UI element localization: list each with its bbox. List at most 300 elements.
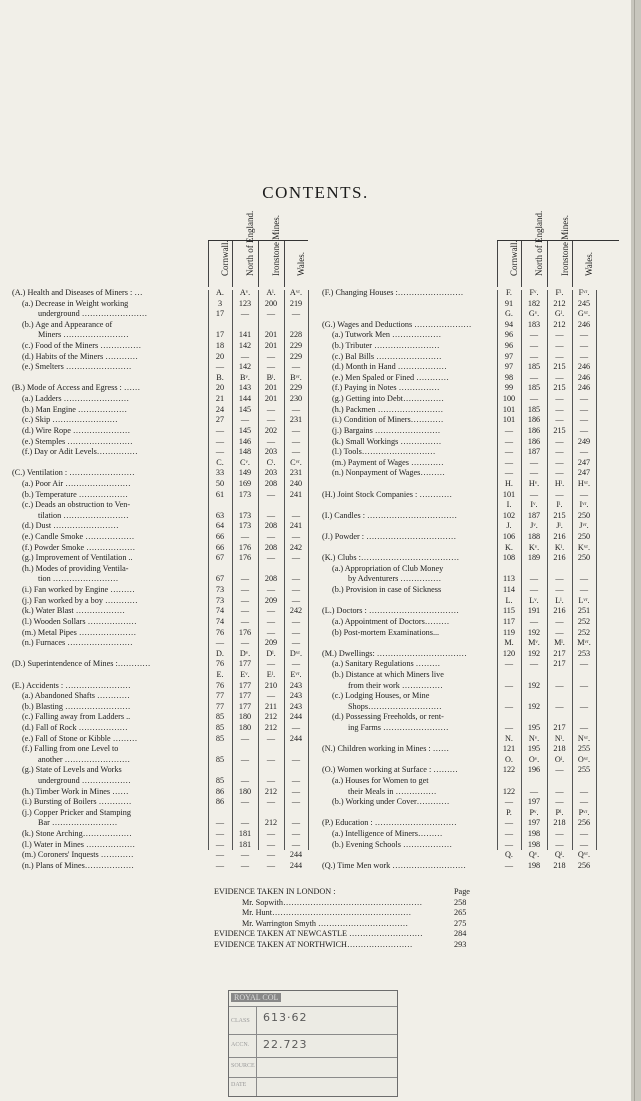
stamp-heading: ROYAL COL bbox=[231, 993, 281, 1002]
page-ref-cell: 244 bbox=[289, 712, 303, 722]
row-label: (e.) Candle Smoke ……………… bbox=[22, 532, 135, 542]
page-ref-cell: C. bbox=[216, 457, 224, 467]
page-ref-cell: — bbox=[291, 638, 301, 648]
page-ref-cell: 244 bbox=[289, 850, 303, 860]
page-ref-cell: Hᵛ. bbox=[528, 478, 540, 488]
page-ref-cell: — bbox=[555, 415, 564, 425]
page-ref-cell: — bbox=[529, 659, 539, 669]
page-ref-cell: 218 bbox=[553, 818, 566, 828]
page-ref-cell: 169 bbox=[238, 478, 252, 488]
page-ref-cell: 208 bbox=[264, 574, 278, 584]
page-ref-cell: — bbox=[215, 425, 225, 435]
page-ref-cell: — bbox=[240, 818, 250, 828]
contents-row bbox=[322, 458, 621, 469]
page-ref-cell: — bbox=[266, 776, 276, 786]
page-ref-cell: — bbox=[291, 404, 301, 414]
contents-row bbox=[12, 755, 312, 766]
page-ref-cell: 21 bbox=[215, 394, 225, 404]
page-ref-cell: Eˡ. bbox=[266, 669, 276, 679]
row-label: (l.) Water in Mines ……………… bbox=[22, 839, 136, 849]
row-label: (a.) Appointment of Doctors……… bbox=[332, 616, 450, 626]
page-ref-cell: Iˡ. bbox=[556, 500, 563, 510]
contents-row bbox=[12, 649, 312, 660]
page-ref-cell: 85 bbox=[215, 733, 225, 743]
contents-row bbox=[12, 702, 312, 713]
row-label: Miners …………………… bbox=[38, 330, 129, 340]
page-ref-cell: — bbox=[291, 447, 301, 457]
evidence-list bbox=[214, 887, 470, 951]
page-ref-cell: — bbox=[266, 309, 276, 319]
page-ref-cell: 145 bbox=[238, 404, 252, 414]
page-ref-cell: Iᵛ. bbox=[530, 500, 538, 510]
page-ref-cell: 198 bbox=[527, 829, 541, 839]
page-ref-cell: 247 bbox=[577, 457, 591, 467]
page-ref-cell: — bbox=[266, 404, 276, 414]
stamp-acc-label: ACCN. bbox=[231, 1042, 250, 1048]
page-ref-cell: 209 bbox=[264, 638, 278, 648]
page-ref-cell: 202 bbox=[264, 425, 278, 435]
contents-row bbox=[12, 574, 312, 585]
contents-row bbox=[12, 468, 312, 479]
column-header-right bbox=[521, 210, 548, 287]
page-ref-cell: — bbox=[555, 680, 564, 690]
row-label: (O.) Women working at Surface : ……… bbox=[322, 765, 458, 775]
page-ref-cell: — bbox=[291, 362, 301, 372]
page-ref-cell: — bbox=[240, 595, 250, 605]
page-ref-cell: 142 bbox=[238, 362, 252, 372]
page-ref-cell: — bbox=[291, 553, 301, 563]
page-ref-cell: — bbox=[266, 553, 276, 563]
page-ref-cell: 113 bbox=[503, 574, 515, 584]
page-ref-cell: Cᵛ. bbox=[240, 457, 250, 467]
page-ref-cell: 217 bbox=[553, 722, 566, 732]
page-ref-cell: — bbox=[504, 860, 514, 870]
page-ref-cell: — bbox=[291, 829, 301, 839]
row-label: (b.) Tributer …………………… bbox=[332, 341, 440, 351]
contents-row bbox=[322, 479, 621, 490]
contents-table-left bbox=[12, 288, 312, 872]
page-ref-cell: N. bbox=[505, 733, 513, 743]
page-ref-cell: — bbox=[266, 850, 276, 860]
page-ref-cell: Jᵛʳ. bbox=[579, 521, 589, 531]
page-ref-cell: — bbox=[240, 754, 250, 764]
row-label: (h.) Timber Work in Mines …… bbox=[22, 786, 129, 796]
library-stamp bbox=[228, 990, 398, 1097]
contents-row bbox=[12, 797, 312, 808]
page-ref-cell: — bbox=[504, 468, 514, 478]
page-ref-cell: — bbox=[291, 659, 301, 669]
row-label: underground ……………… bbox=[38, 776, 131, 786]
page-ref-cell: 97 bbox=[504, 351, 514, 361]
page-ref-cell: 61 bbox=[215, 489, 225, 499]
contents-row bbox=[12, 734, 312, 745]
page-ref-cell: 256 bbox=[577, 818, 591, 828]
contents-row bbox=[12, 479, 312, 490]
page-ref-cell: Kˡ. bbox=[554, 542, 565, 552]
page-ref-cell: Gᵛʳ. bbox=[577, 309, 591, 319]
column-header-label: Ironstone Mines. bbox=[559, 215, 570, 276]
page-ref-cell: 201 bbox=[264, 394, 278, 404]
contents-row bbox=[12, 776, 312, 787]
page-ref-cell: — bbox=[529, 372, 539, 382]
row-label: Bar …………………… bbox=[38, 818, 118, 828]
page-ref-cell: Gᵛ. bbox=[528, 309, 540, 319]
page-ref-cell: — bbox=[555, 341, 564, 351]
column-header-left bbox=[284, 241, 309, 287]
page-ref-cell: 173 bbox=[238, 521, 252, 531]
page-ref-cell: 244 bbox=[289, 860, 303, 870]
page-ref-cell: — bbox=[555, 585, 564, 595]
page-ref-cell: — bbox=[215, 638, 225, 648]
contents-row bbox=[12, 564, 312, 575]
page-ref-cell: 123 bbox=[238, 298, 252, 308]
page-ref-cell: Fˡ. bbox=[555, 288, 564, 297]
page-ref-cell: Q. bbox=[505, 850, 513, 860]
contents-row bbox=[12, 850, 312, 861]
page-ref-cell: — bbox=[291, 776, 301, 786]
page-ref-cell: — bbox=[555, 447, 564, 457]
row-label: (d.) Possessing Freeholds, or rent- bbox=[332, 712, 444, 722]
contents-row bbox=[322, 426, 621, 437]
page-ref-cell: 187 bbox=[527, 447, 541, 457]
page-ref-cell: 86 bbox=[215, 786, 225, 796]
page-ref-cell: — bbox=[529, 341, 539, 351]
contents-row bbox=[12, 299, 312, 310]
page-ref-cell: 173 bbox=[238, 510, 252, 520]
row-label: (g.) Improvement of Ventilation .. bbox=[22, 553, 133, 563]
row-label: (F.) Changing Houses :…………………… bbox=[322, 288, 464, 297]
contents-row bbox=[12, 829, 312, 840]
row-label: (e.) Smelters …………………… bbox=[22, 362, 132, 372]
page-ref-cell: — bbox=[504, 659, 514, 669]
page-ref-cell: Oᵛ. bbox=[528, 754, 540, 764]
page-ref-cell: Qᵛʳ. bbox=[577, 850, 591, 860]
contents-row bbox=[12, 681, 312, 692]
page-ref-cell: — bbox=[266, 829, 276, 839]
contents-row bbox=[12, 553, 312, 564]
page-ref-cell: 243 bbox=[289, 680, 303, 690]
page-ref-cell: — bbox=[215, 839, 225, 849]
page-ref-cell: 180 bbox=[238, 786, 252, 796]
evidence-page: 265 bbox=[454, 908, 467, 918]
page-ref-cell: 189 bbox=[527, 553, 541, 563]
row-label: (N.) Children working in Mines : …… bbox=[322, 744, 450, 754]
contents-row bbox=[322, 765, 621, 776]
column-header-label: Cornwall. bbox=[220, 240, 230, 276]
page-ref-cell: Cˡ. bbox=[266, 457, 276, 467]
page-ref-cell: 218 bbox=[553, 860, 566, 870]
contents-row bbox=[12, 532, 312, 543]
row-label: (J.) Powder : …………………………… bbox=[322, 532, 457, 542]
page-ref-cell: Nˡ. bbox=[554, 733, 565, 743]
page-ref-cell: 246 bbox=[577, 383, 591, 393]
page-ref-cell: 201 bbox=[264, 383, 278, 393]
row-label: (c.) Food of the Miners …………… bbox=[22, 341, 142, 351]
page-ref-cell: 66 bbox=[215, 532, 225, 542]
page-ref-cell: 231 bbox=[289, 415, 303, 425]
page-ref-cell: — bbox=[291, 585, 301, 595]
page-ref-cell: 98 bbox=[504, 372, 514, 382]
page-ref-cell: — bbox=[579, 722, 589, 732]
page-ref-cell: 243 bbox=[289, 701, 303, 711]
page-ref-cell: 250 bbox=[577, 553, 591, 563]
page-ref-cell: — bbox=[579, 330, 589, 340]
page-ref-cell: 249 bbox=[577, 436, 591, 446]
page-ref-cell: 85 bbox=[215, 712, 225, 722]
page-ref-cell: — bbox=[266, 754, 276, 764]
page-ref-cell: 77 bbox=[215, 701, 225, 711]
page-ref-cell: 197 bbox=[527, 797, 541, 807]
row-label: tion …………………… bbox=[38, 574, 119, 584]
contents-row bbox=[322, 299, 621, 310]
contents-row bbox=[12, 861, 312, 872]
page-ref-cell: 196 bbox=[527, 765, 541, 775]
page-ref-cell: 244 bbox=[289, 733, 303, 743]
page-ref-cell: Aˡ. bbox=[266, 288, 276, 297]
page-ref-cell: 108 bbox=[502, 553, 516, 563]
page-heading: Page bbox=[454, 887, 470, 896]
contents-row bbox=[322, 691, 621, 702]
evidence-northwich: EVIDENCE TAKEN AT NORTHWICH…………………… bbox=[214, 939, 413, 949]
contents-row bbox=[322, 352, 621, 363]
contents-row bbox=[322, 585, 621, 596]
row-label: (l.) Tools……………………… bbox=[332, 447, 436, 457]
page-ref-cell: — bbox=[504, 701, 514, 711]
page-ref-cell: 212 bbox=[264, 818, 278, 828]
page-ref-cell: 141 bbox=[238, 330, 252, 340]
page-ref-cell: — bbox=[266, 659, 276, 669]
page-ref-cell: Lˡ. bbox=[555, 595, 564, 605]
column-header-label: North of England. bbox=[245, 210, 255, 276]
page-ref-cell: 50 bbox=[215, 478, 225, 488]
page-ref-cell: 203 bbox=[264, 447, 278, 457]
contents-row bbox=[12, 543, 312, 554]
page-ref-cell: 255 bbox=[577, 744, 591, 754]
column-header-left bbox=[258, 215, 285, 287]
contents-row bbox=[12, 585, 312, 596]
page-ref-cell: — bbox=[266, 691, 276, 701]
column-header-right bbox=[497, 241, 522, 287]
page-ref-cell: — bbox=[504, 797, 514, 807]
page-ref-cell: — bbox=[215, 818, 225, 828]
page-ref-cell: A. bbox=[216, 288, 224, 297]
page-ref-cell: 251 bbox=[577, 606, 591, 616]
page-ref-cell: 74 bbox=[215, 616, 225, 626]
page-ref-cell: 143 bbox=[238, 383, 252, 393]
page-ref-cell: 173 bbox=[238, 489, 252, 499]
page-ref-cell: 177 bbox=[238, 680, 252, 690]
row-label: (m.) Coroners' Inquests ………… bbox=[22, 850, 134, 860]
page-ref-cell: 200 bbox=[264, 298, 278, 308]
contents-row bbox=[12, 320, 312, 331]
page-ref-cell: 250 bbox=[577, 510, 591, 520]
page-ref-cell: Iᵛʳ. bbox=[579, 500, 589, 510]
page-ref-cell: Hᵛʳ. bbox=[577, 478, 591, 488]
contents-row bbox=[12, 437, 312, 448]
row-label: (b.) Age and Appearance of bbox=[22, 319, 113, 329]
contents-row bbox=[322, 500, 621, 511]
row-label: (b.) Temperature ……………… bbox=[22, 489, 128, 499]
column-header-label: Wales. bbox=[584, 251, 594, 276]
contents-row bbox=[12, 394, 312, 405]
page-ref-cell: I. bbox=[506, 500, 512, 510]
page-ref-cell: 201 bbox=[264, 341, 278, 351]
contents-row bbox=[322, 723, 621, 734]
page-ref-cell: 195 bbox=[527, 744, 541, 754]
row-label: (b.) Man Engine ……………… bbox=[22, 404, 128, 414]
page-ref-cell: B. bbox=[216, 372, 224, 382]
row-label: (f.) Day or Adit Levels…………… bbox=[22, 447, 138, 457]
page-ref-cell: — bbox=[240, 616, 250, 626]
page-ref-cell: 176 bbox=[238, 553, 252, 563]
page-ref-cell: — bbox=[291, 595, 301, 605]
page-ref-cell: 195 bbox=[527, 722, 541, 732]
page-ref-cell: 20 bbox=[215, 351, 225, 361]
page-ref-cell: — bbox=[555, 404, 564, 414]
contents-row bbox=[322, 840, 621, 851]
page-ref-cell: 198 bbox=[527, 839, 541, 849]
page-ref-cell: Mˡ. bbox=[554, 638, 565, 648]
contents-row bbox=[12, 787, 312, 798]
page-ref-cell: — bbox=[529, 330, 539, 340]
row-label: another …………………… bbox=[38, 754, 131, 764]
contents-row bbox=[322, 405, 621, 416]
page-ref-cell: 188 bbox=[527, 532, 541, 542]
page-ref-cell: 212 bbox=[264, 712, 278, 722]
contents-row bbox=[322, 521, 621, 532]
page-ref-cell: 211 bbox=[265, 701, 277, 711]
row-label: (Q.) Time Men work ……………………… bbox=[322, 860, 466, 870]
page-ref-cell: — bbox=[504, 818, 514, 828]
row-label: (c.) Deads an obstruction to Ven- bbox=[22, 500, 131, 510]
page-ref-cell: 20 bbox=[215, 383, 225, 393]
page-ref-cell: 191 bbox=[527, 606, 541, 616]
page-ref-cell: 66 bbox=[215, 542, 225, 552]
page-ref-cell: P. bbox=[506, 807, 512, 817]
page-ref-cell: 229 bbox=[289, 341, 303, 351]
row-label: (P.) Education : ………………………… bbox=[322, 818, 457, 828]
page-ref-cell: J. bbox=[506, 521, 512, 531]
row-label: (h.) Modes of providing Ventila- bbox=[22, 563, 129, 573]
page-title: CONTENTS. bbox=[262, 183, 369, 202]
page-ref-cell: — bbox=[529, 468, 539, 478]
page-ref-cell: — bbox=[579, 701, 589, 711]
page-ref-cell: 85 bbox=[215, 754, 225, 764]
page-ref-cell: 115 bbox=[503, 606, 515, 616]
column-header-left bbox=[208, 241, 233, 287]
row-label: (g.) State of Levels and Works bbox=[22, 765, 122, 775]
column-header-right bbox=[547, 215, 573, 287]
page-ref-cell: — bbox=[555, 457, 564, 467]
page-ref-cell: — bbox=[579, 415, 589, 425]
evidence-newcastle: EVIDENCE TAKEN AT NEWCASTLE ……………………… bbox=[214, 929, 423, 939]
contents-row bbox=[12, 330, 312, 341]
page-ref-cell: — bbox=[504, 839, 514, 849]
contents-row bbox=[12, 659, 312, 670]
page-ref-cell: 102 bbox=[502, 510, 516, 520]
page-ref-cell: 192 bbox=[527, 627, 541, 637]
page-ref-cell: — bbox=[579, 786, 589, 796]
page-ref-cell: 240 bbox=[289, 478, 303, 488]
page-ref-cell: 192 bbox=[527, 648, 541, 658]
page-ref-cell: — bbox=[291, 786, 301, 796]
row-label: (j.) Bargains …………………… bbox=[332, 425, 441, 435]
page-ref-cell: 85 bbox=[215, 776, 225, 786]
evidence-london-heading: EVIDENCE TAKEN IN LONDON : bbox=[214, 887, 336, 896]
row-label: from their work …………… bbox=[348, 680, 443, 690]
page-ref-cell: — bbox=[555, 330, 564, 340]
page-ref-cell: — bbox=[291, 532, 301, 542]
row-label: (n.) Plans of Mines……………… bbox=[22, 860, 134, 870]
contents-row bbox=[322, 829, 621, 840]
contents-row bbox=[322, 437, 621, 448]
row-label: (n.) Furnaces …………………… bbox=[22, 638, 133, 648]
page-ref-cell: Jᵛ. bbox=[530, 521, 538, 531]
page-ref-cell: — bbox=[266, 489, 276, 499]
row-label: (a.) Decrease in Weight working bbox=[22, 298, 129, 308]
page-ref-cell: — bbox=[266, 733, 276, 743]
row-label: (b.) Provision in case of Sickness bbox=[332, 585, 442, 595]
row-label: (b) Post-mortem Examinations... bbox=[332, 627, 440, 637]
page-ref-cell: — bbox=[555, 839, 564, 849]
stamp-class-label: CLASS bbox=[231, 1018, 250, 1024]
row-label: (a.) Houses for Women to get bbox=[332, 776, 429, 786]
row-label: tilation …………………… bbox=[38, 510, 129, 520]
contents-row bbox=[322, 383, 621, 394]
page-ref-cell: 256 bbox=[577, 860, 591, 870]
evidence-hunt: Mr. Hunt…………………………………………… bbox=[242, 908, 412, 918]
contents-row bbox=[322, 341, 621, 352]
page-ref-cell: 121 bbox=[502, 744, 516, 754]
page-ref-cell: Lᵛ. bbox=[529, 595, 539, 605]
page-ref-cell: 24 bbox=[215, 404, 225, 414]
page-ref-cell: Pˡ. bbox=[555, 807, 564, 817]
contents-row bbox=[322, 755, 621, 766]
contents-row bbox=[322, 596, 621, 607]
row-label: (d.) Dust …………………… bbox=[22, 521, 119, 531]
page-ref-cell: Qᵛ. bbox=[528, 850, 540, 860]
row-label: (i.) Bursting of Boilers ………… bbox=[22, 797, 132, 807]
page-ref-cell: — bbox=[240, 532, 250, 542]
page-ref-cell: — bbox=[529, 394, 539, 404]
page-ref-cell: 250 bbox=[577, 532, 591, 542]
page-ref-cell: 144 bbox=[238, 394, 252, 404]
page-ref-cell: — bbox=[291, 839, 301, 849]
row-label: (e.) Stemples …………………… bbox=[22, 436, 133, 446]
page-ref-cell: M. bbox=[504, 638, 514, 648]
page-ref-cell: 201 bbox=[264, 330, 278, 340]
page-ref-cell: — bbox=[579, 404, 589, 414]
contents-row bbox=[12, 617, 312, 628]
page-ref-cell: F. bbox=[506, 288, 512, 297]
contents-row bbox=[322, 288, 621, 299]
page-ref-cell: 73 bbox=[215, 595, 225, 605]
page-ref-cell: Mᵛ. bbox=[528, 638, 540, 648]
page-ref-cell: — bbox=[215, 436, 225, 446]
row-label: (c.) Bal Bills …………………… bbox=[332, 351, 442, 361]
page-ref-cell: — bbox=[529, 574, 539, 584]
column-header-label: Wales. bbox=[296, 251, 306, 276]
row-label: (m.) Metal Pipes ………………… bbox=[22, 627, 137, 637]
page-ref-cell: — bbox=[529, 489, 539, 499]
page-ref-cell: 100 bbox=[502, 394, 516, 404]
page-ref-cell: 192 bbox=[527, 701, 541, 711]
page-ref-cell: 229 bbox=[289, 351, 303, 361]
page-ref-cell: 180 bbox=[238, 712, 252, 722]
evidence-smyth: Mr. Warrington Smyth …………………………… bbox=[242, 918, 409, 928]
row-label: (n.) Nonpayment of Wages……… bbox=[332, 468, 445, 478]
row-label: (d.) Wire Rope ………………… bbox=[22, 425, 131, 435]
